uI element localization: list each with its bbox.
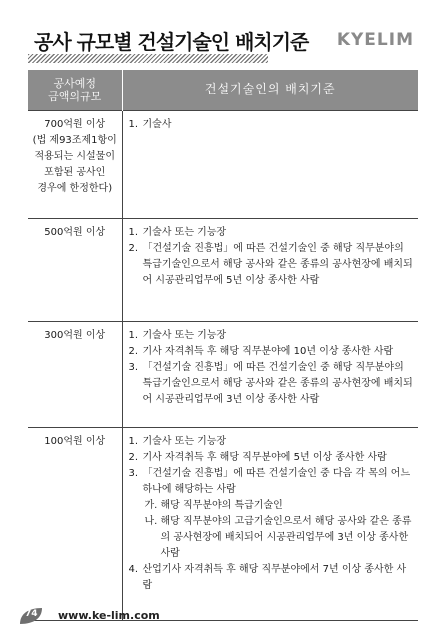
requirement-cell <box>122 427 418 620</box>
item-number: 3. <box>128 361 139 373</box>
scale-line: 경우에 한정한다) <box>37 182 113 194</box>
item-text: 기술사 또는 기능장 <box>142 329 227 341</box>
page-title: 공사 규모별 건설기술인 배치기준 <box>34 30 309 54</box>
requirement-item <box>129 562 415 594</box>
page-header <box>28 26 418 66</box>
table-row <box>28 110 418 218</box>
requirement-cell <box>122 321 418 427</box>
item-text: 기술사 또는 기능장 <box>142 435 227 447</box>
requirement-item <box>129 360 415 408</box>
item-number: 1. <box>128 435 139 447</box>
item-text: 기술사 <box>142 118 172 130</box>
item-text: 기술사 또는 기능장 <box>142 226 227 238</box>
table-row <box>28 218 418 321</box>
item-text: 「건설기술 진흥법」에 따른 건설기술인 중 해당 직무분야의 특급기술인으로서 해당 공사와 같은 종류의 공사현장에 배치되어 시공관리업무에 5년 이상 종사한 사람 <box>142 242 413 286</box>
scale-line: 포함된 공사인 <box>44 166 106 178</box>
item-text: 해당 직무분야의 고급기술인으로서 해당 공사와 같은 종류의 공사현장에 배치되어 시공관리업무에 3년 이상 종사한 사람 <box>160 515 412 559</box>
item-text: 산업기사 자격취득 후 해당 직무분야에서 7년 이상 종사한 사람 <box>142 563 407 591</box>
requirement-item <box>129 225 415 241</box>
item-number: 1. <box>128 118 139 130</box>
item-number: 1. <box>128 226 139 238</box>
requirement-item <box>129 450 415 466</box>
requirement-item <box>129 434 415 450</box>
item-number: 나. <box>144 515 158 527</box>
item-text: 기사 자격취득 후 해당 직무분야에 5년 이상 종사한 사람 <box>142 451 387 463</box>
publisher-logo: KYELIM <box>336 30 414 50</box>
scale-cell <box>28 218 122 321</box>
scale-line: (법 제93조제1항이 <box>32 134 117 146</box>
table-header-row <box>28 70 418 110</box>
requirement-item <box>129 466 415 498</box>
item-text: 「건설기술 진흥법」에 따른 건설기술인 중 다음 각 목의 어느 하나에 해당하는 사람 <box>142 467 411 495</box>
item-number: 2. <box>128 242 139 254</box>
scale-line: 500억원 이상 <box>44 226 106 238</box>
scale-line: 700억원 이상 <box>44 118 106 130</box>
column-header-scale: 공사예정 금액의규모 <box>28 70 122 110</box>
requirement-item <box>129 241 415 289</box>
website-link[interactable]: www.ke-lim.com <box>58 609 160 622</box>
scale-cell <box>28 110 122 218</box>
requirement-item <box>129 328 415 344</box>
title-underline <box>28 54 268 63</box>
item-number: 2. <box>128 345 139 357</box>
staffing-table <box>28 70 418 621</box>
scale-cell <box>28 321 122 427</box>
page-number: 74 <box>25 609 38 619</box>
item-number: 3. <box>128 467 139 479</box>
requirement-cell <box>122 110 418 218</box>
item-number: 2. <box>128 451 139 463</box>
requirement-cell <box>122 218 418 321</box>
scale-line: 300억원 이상 <box>44 329 106 341</box>
item-number: 4. <box>128 563 139 575</box>
requirement-item <box>129 344 415 360</box>
item-number: 가. <box>144 499 158 511</box>
requirement-item <box>129 117 415 133</box>
requirement-subitem <box>129 498 415 514</box>
scale-line: 적용되는 시설물이 <box>34 150 115 162</box>
item-text: 「건설기술 진흥법」에 따른 건설기술인 중 해당 직무분야의 특급기술인으로서 해당 공사와 같은 종류의 공사현장에 배치되어 시공관리업무에 3년 이상 종사한 사람 <box>142 361 413 405</box>
item-text: 해당 직무분야의 특급기술인 <box>160 499 283 511</box>
requirement-subitem <box>129 514 415 562</box>
scale-line: 100억원 이상 <box>44 435 106 447</box>
item-text: 기사 자격취득 후 해당 직무분야에 10년 이상 종사한 사람 <box>142 345 394 357</box>
column-header-criteria: 건설기술인의 배치기준 <box>122 70 418 110</box>
item-number: 1. <box>128 329 139 341</box>
table-row <box>28 427 418 620</box>
page-footer <box>18 606 218 628</box>
scale-cell <box>28 427 122 620</box>
table-row <box>28 321 418 427</box>
